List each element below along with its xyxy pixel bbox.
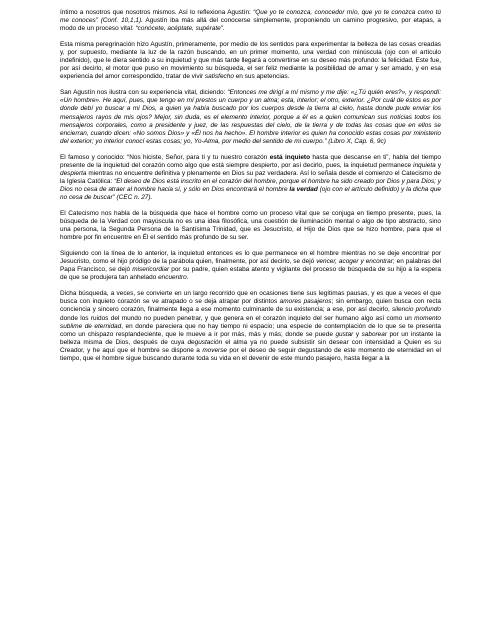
- emphasis-run: satisfecho: [204, 73, 234, 81]
- emphasis-run: misericordiar: [132, 266, 170, 274]
- bold-italic-run: la verdad: [289, 185, 318, 193]
- emphasis-run: momento sublime de eternidad: [60, 314, 441, 330]
- paragraph-4: [60, 154, 441, 202]
- emphasis-run: despierta: [60, 169, 87, 177]
- text-run: El Catecismo nos habla de la búsqueda que hace el hombre como un proceso vital que se conjuga en tiempo presente, pues, la búsqueda de la Verdad con mayúscula no es una idea filosófica, una cuestión de iluminación mental o algo de tipo abstracto, sino una persona, la Segunda Persona de la Santísima Trinidad, que es Jesucristo, el Hijo de Dios que se hizo hombre, para que el hombre por fin encuentre en Él el sentido más profundo de su ser.: [60, 209, 441, 242]
- text-run: hasta que descanse en ti”, habla del tiempo presente de la inquietud del corazón como algo que está siempre despierto, por así decirlo, pues, la inquietud permanece: [60, 153, 441, 169]
- text-run: .: [222, 25, 225, 33]
- emphasis-run: inquieta: [413, 161, 436, 169]
- text-run: por el deseo de seguir degustando de este momento de eternidad en el tiempo, que el hombre sigue buscando durante toda su vida en el devenir de este mundo pasajero, hasta llegar a la: [60, 346, 441, 362]
- emphasis-run: silencio profundo: [391, 306, 441, 314]
- emphasis-run: moverse: [202, 346, 227, 354]
- text-run: por su padre, quien estaba atento y vigilante del proceso de búsqueda de su hijo a la espera de que se produjera tan anhelado: [60, 266, 441, 282]
- emphasis-run: amores pasajeros: [279, 298, 332, 306]
- text-run: Dicha búsqueda, a veces, se convierte en un largo recorrido que en ocasiones tiene sus legítimas pausas, y es que a veces el que busca con inquieto corazón se ve atrapado o se deja atrapar por distintos: [60, 290, 441, 306]
- text-run: ; en palabras del Papa Francisco, se dejó: [60, 258, 441, 274]
- emphasis-run: gustar: [335, 330, 354, 338]
- text-run: donde los ruidos del mundo no pueden penetrar, y que genera en el corazón inquieto del ser humano algo así como un: [60, 314, 415, 322]
- text-run: , en donde pareciera que no hay tiempo ni espacio; una especie de contemplación de lo que se te presenta como un chispazo resplandeciente, que le mueve a ir por más, más y más; donde se puede: [60, 322, 441, 338]
- text-run: Agustín iba más allá del conocerse simplemente, proponiendo un camino progresivo, por etapas, a modo de un proceso vital:: [60, 17, 441, 33]
- text-run: y: [353, 330, 362, 338]
- quote-run: “El deseo de Dios está inscrito en el corazón del hombre, porque el hombre ha sido creado por Dios y para Dios; y Dios no cesa de atraer al hombre hacia sí, y sólo en Dios encontrará el hombre: [60, 177, 441, 193]
- emphasis-run: saborear: [361, 330, 387, 338]
- paragraph-5: [60, 210, 441, 242]
- text-run: en sus apetencias.: [233, 73, 290, 81]
- paragraph-1: [60, 9, 441, 33]
- emphasis-run: vencer, acoger y encontrar: [316, 258, 393, 266]
- text-run: el alma ya no puede subsistir sin desear con intensidad a Quien es su Creador, y he aquí que el hombre se dispone a: [60, 338, 441, 354]
- paragraph-6: [60, 250, 441, 282]
- emphasis-run: encuentro: [158, 274, 187, 282]
- quote-run: “conócete, acéptate, supérate”: [135, 25, 223, 33]
- quote-run: “Entonces me dirigí a mí mismo y me dije: «¿Tú quién eres?», y respondí: «Un hombre». He aquí, pues, que tengo en mí prestos un cuerpo y un alma; esta, interior; el otro, exterior. ¿Por cuál de éstos es por donde debí yo buscar a mi Dios, a quien ya había buscado por los cuerpos desde la tierra al cielo, hasta donde pude enviar los mensajeros rayos de mis ojos? Mejor, sin duda, es el elemento interior, porque a él es a quien comunican sus noticias todos los mensajeros corporales, como a presidente y juez, de las respuestas del cielo, de la tierra y de todas las cosas que en ellos se encierran, cuando dicen: «No somos Dios» y «Él nos ha hecho». El hombre interior es quien ha conocido estas cosas por ministerio del exterior; yo interior conocí estas cosas; yo, Yo-Alma, por medio del sentido de mi cuerpo.” (Libro X, Cap. 6, 9c): [60, 89, 441, 145]
- text-run: Siguiendo con la línea de lo anterior, la inquietud entonces es lo que permanece en el hombre mientras no se deje encontrar por Jesucristo, como el hijo pródigo de la parábola quien, finalmente, por así decirlo, se dejó: [60, 250, 441, 266]
- paragraph-7: [60, 290, 441, 362]
- text-run: íntimo a nosotros que nosotros mismos. Así lo reflexiona Agustín:: [60, 9, 254, 16]
- text-run: Esta misma peregrinación hizo Agustín, primeramente, por medio de los sentidos para experimentar la belleza de las cosas creadas y, por supuesto, mediante la luz de la razón buscando, en un primer momento,: [60, 41, 441, 57]
- text-run: por un instante la belleza misma de Dios, después de cuya: [60, 330, 441, 346]
- emphasis-run: una: [302, 49, 314, 57]
- text-run: mientras no encuentre definitiva y plenamente en Dios su paz verdadera. Así lo señala desde el comienzo el Catecismo de la Iglesia Católica:: [60, 169, 441, 185]
- text-run: El famoso y conocido: “Nos hiciste, Señor, para ti y tu nuestro corazón: [60, 153, 270, 161]
- text-run: y: [435, 161, 441, 169]
- text-run: verdad con minúscula (ojo con el artículo indefinido), que le diera sentido a su inquietud y que más tarde llegará a convertirse en su deseo más profundo: la felicidad. Este fue, por así decirlo, el motor que puso en movimiento su búsqueda, el ser feliz mediante la posibilidad de amar y ser amado, y en esa experiencia del amor correspondido, tratar de vivir: [60, 49, 441, 81]
- bold-run: está inquieto: [269, 153, 311, 161]
- text-run: ; sin embargo, quien busca con recta conciencia y sincero corazón, finalmente llega a ese momento culminante de su existencia; a ese, por así decirlo,: [60, 298, 441, 314]
- quote-run: “Que yo te conozca, conocedor mío, que yo te conozca como tú me conoces” (Conf. 10,1,1).: [60, 9, 441, 25]
- paragraph-2: [60, 41, 441, 81]
- text-run: .: [186, 274, 189, 282]
- paragraph-3: [60, 89, 441, 145]
- quote-run: (ojo con el artículo definido) y la dicha que no cesa de buscar” (CEC n. 27).: [60, 185, 441, 201]
- emphasis-run: degustación: [187, 338, 223, 346]
- text-run: San Agustín nos ilustra con su experiencia vital, diciendo:: [60, 89, 228, 97]
